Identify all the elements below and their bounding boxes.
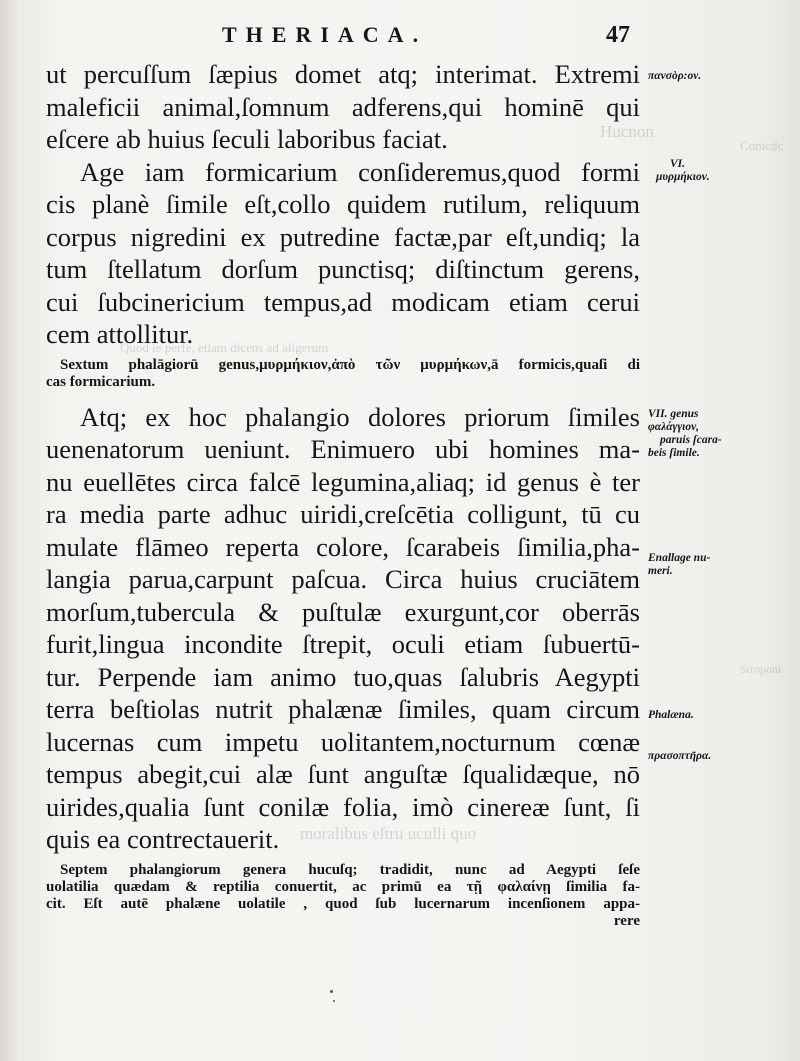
text-line: tum ſtellatum dorſum punctisq; diſtinctum gerens,: [46, 254, 640, 284]
text-line: lucernas cum impetu uolitantem,nocturnum cœnæ: [46, 726, 640, 757]
margin-note: πανσὸρ:ον.: [648, 70, 702, 82]
margin-note: VII. genus φαλάγγιον, paruis ſcara- beis ſimile.: [648, 408, 722, 459]
text-line: langia parua,carpunt paſcua. Circa huius cruciātem: [46, 564, 640, 594]
margin-note: VI. μυρμήκιον.: [656, 158, 710, 183]
commentary-line: uolatilia quædam & reptilia conuertit, ac primū ea τῇ φαλαίνῃ ſimilia fa-: [46, 878, 640, 895]
text-line: ut percuſſum ſæpius domet atq; interimat. Extremi: [46, 59, 640, 89]
text-line: terra beſtiolas nutrit phalænæ ſimiles, quam circum: [46, 694, 640, 724]
main-text: [46, 58, 640, 930]
show-through-text: Conicdc: [740, 138, 784, 153]
text-line: morſum,tubercula & puſtulæ exurgunt,cor oberrās: [46, 596, 640, 627]
text-line: corpus nigredini ex putredine factæ,par eſt,undiq; la: [46, 221, 640, 252]
text-line: Age iam formicarium conſideremus,quod formi: [80, 156, 640, 187]
text-line: uenenatorum ueniunt. Enimuero ubi homines ma-: [46, 434, 640, 464]
text-line: maleficii animal,ſomnum adferens,qui hominē qui: [46, 91, 640, 122]
text-line: Atq; ex hoc phalangio dolores priorum ſimiles: [80, 401, 640, 432]
commentary-line: Sextum phalāgiorū genus,μυρμήκιον,ἀπὸ τῶν μυρμήκων,ā formicis,quaſi di: [60, 356, 640, 373]
commentary-line: rere: [613, 912, 640, 929]
text-line: tempus abegit,cui alæ ſunt anguſtæ ſqualidæque, nō: [46, 759, 640, 789]
margin-note: Phalæna.: [648, 709, 694, 721]
ink-speck: [330, 990, 333, 993]
text-line: eſcere ab huius ſeculi laboribus faciat.: [46, 124, 448, 154]
show-through-text: moralibus eſtru uculli quo: [300, 824, 477, 843]
commentary-line: cas formicarium.: [46, 373, 156, 390]
commentary-line: cit. Eſt autē phalæne uolatile , quod ſub lucernarum incenſionem appa-: [46, 895, 640, 912]
page-header: [0, 22, 800, 54]
ink-speck: [333, 1000, 335, 1002]
show-through-text: Stroponi: [740, 662, 782, 676]
text-line: cis planè ſimile eſt,collo quidem rutilum, reliquum: [46, 189, 640, 219]
text-line: quis ea contrectauerit.: [46, 824, 280, 854]
text-line: furit,lingua incondite ſtrepit, oculi etiam ſubuertū-: [46, 629, 640, 659]
margin-note: Enallage nu- meri.: [648, 552, 711, 577]
text-line: cem attollitur.: [46, 319, 194, 349]
text-line: ra media parte adhuc uiridi,creſcētia colligunt, tū cu: [46, 499, 640, 529]
commentary-line: Septem phalangiorum genera hucuſq; tradidit, nunc ad Aegypti ſeſe: [60, 861, 640, 878]
running-head: THERIACA.: [222, 22, 428, 47]
text-line: tur. Perpende iam animo tuo,quas ſalubris Aegypti: [46, 661, 640, 692]
text-line: nu euellētes circa falcē legumina,aliaq; id genus è ter: [46, 466, 640, 497]
show-through-text: Hucnon: [600, 122, 654, 141]
show-through-text: Quod ie perfe, etiam dicens ad aligerum: [120, 340, 329, 355]
page-number: 47: [606, 22, 630, 48]
text-line: cui ſubcinericium tempus,ad modicam etiam cerui: [46, 286, 640, 317]
text-line: mulate flāmeo reperta colore, ſcarabeis ſimilia,pha-: [46, 531, 640, 562]
text-line: uirides,qualia ſunt conilæ folia, imò cinereæ ſunt, ſi: [46, 791, 640, 822]
margin-note: πρασοπτῆρα.: [648, 750, 712, 762]
